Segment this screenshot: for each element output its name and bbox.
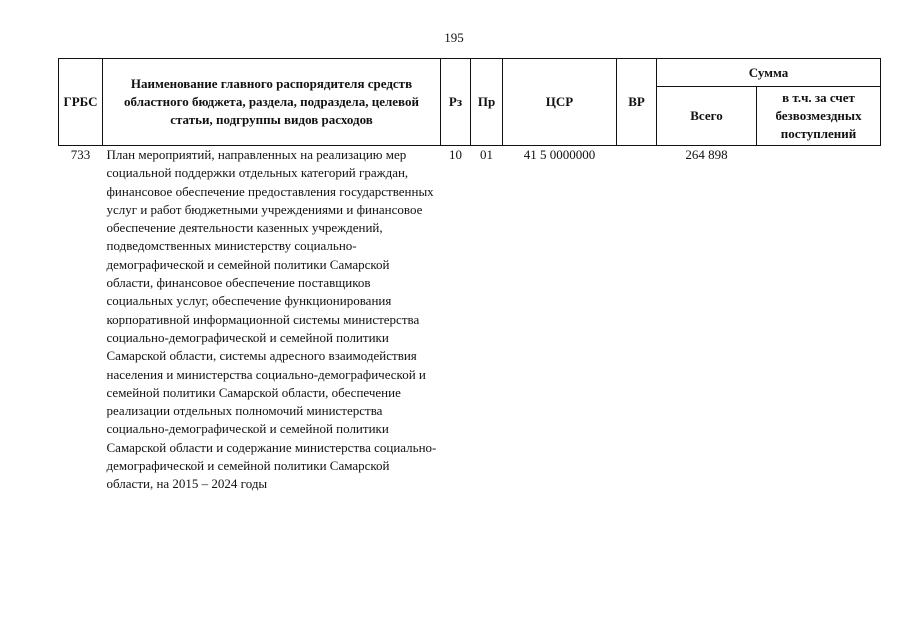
header-incl: в т.ч. за счет безвозмездных поступлений xyxy=(757,87,881,146)
cell-incl xyxy=(757,146,881,494)
header-total: Всего xyxy=(657,87,757,146)
header-grbs: ГРБС xyxy=(59,59,103,146)
cell-vr xyxy=(617,146,657,494)
budget-table xyxy=(58,58,881,494)
header-sum: Сумма xyxy=(657,59,881,87)
header-rz: Рз xyxy=(441,59,471,146)
header-pr: Пр xyxy=(471,59,503,146)
header-csr: ЦСР xyxy=(503,59,617,146)
cell-csr: 41 5 0000000 xyxy=(503,146,617,494)
page-number: 195 xyxy=(444,30,464,45)
table-row xyxy=(59,146,881,494)
cell-grbs: 733 xyxy=(59,146,103,494)
cell-pr: 01 xyxy=(471,146,503,494)
cell-total: 264 898 xyxy=(657,146,757,494)
cell-rz: 10 xyxy=(441,146,471,494)
header-vr: ВР xyxy=(617,59,657,146)
header-name: Наименование главного распорядителя средств областного бюджета, раздела, подраздела, целевой статьи, подгруппы видов расходов xyxy=(103,59,441,146)
cell-name: План мероприятий, направленных на реализацию мер социальной поддержки отдельных категорий граждан, финансовое обеспечение предоставления государственных услуг и работ бюджетными учреждениями и финансовое обеспечение деятельности казенных учреждений, подведомственных министерству социально-демографической и семейной политики Самарской области, финансовое обеспечение поставщиков социальных услуг, обеспечение функционирования корпоративной информационной системы министерства социально-демографической и семейной политики Самарской области, системы адресного взаимодействия населения и министерства социально-демографической и семейной политики Самарской области, обеспечение реализации отдельных полномочий министерства социально-демографической и семейной политики Самарской области и содержание министерства социально-демографической и семейной политики Самарской области, на 2015 – 2024 годы xyxy=(103,146,441,494)
